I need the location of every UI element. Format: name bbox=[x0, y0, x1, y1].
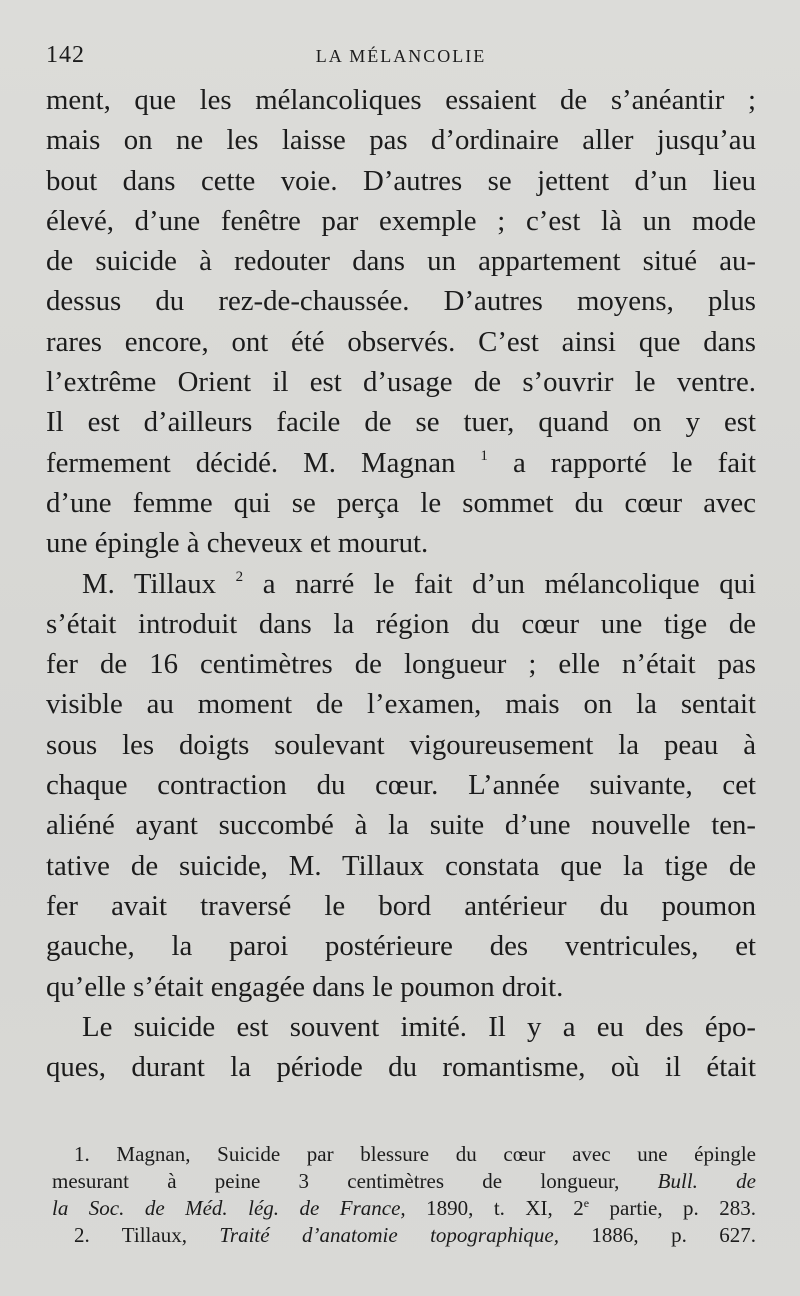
text-line: dessus du rez-de-chaussée. D’autres moyens, plus bbox=[46, 285, 756, 318]
text-line: fer avait traversé le bord antérieur du poumon bbox=[46, 889, 756, 922]
text-line: aliéné ayant succombé à la suite d’une nouvelle ten- bbox=[46, 809, 756, 842]
text-fragment: a narré le fait d’un mélancolique qui bbox=[262, 567, 756, 600]
text-line: bout dans cette voie. D’autres se jettent d’un lieu bbox=[46, 164, 756, 197]
journal-title: Bull. de bbox=[657, 1169, 756, 1193]
footnote-ref-1: 1 bbox=[480, 447, 488, 464]
text-line-with-footnote-ref bbox=[46, 564, 756, 604]
text-line: sous les doigts soulevant vigoureusement la peau à bbox=[46, 728, 756, 761]
text-line: d’une femme qui se perça le sommet du cœur avec bbox=[46, 486, 756, 519]
journal-title: la Soc. de Méd. lég. de France, bbox=[52, 1196, 406, 1220]
running-title: LA MÉLANCOLIE bbox=[315, 46, 487, 66]
text-line: qu’elle s’était engagée dans le poumon droit. bbox=[46, 970, 564, 1003]
text-line: chaque contraction du cœur. L’année suivante, cet bbox=[46, 769, 756, 802]
footnote-2-line bbox=[52, 1222, 756, 1249]
text-line: l’extrême Orient il est d’usage de s’ouvrir le ventre. bbox=[46, 366, 756, 399]
body-text bbox=[46, 80, 756, 1087]
text-line: fer de 16 centimètres de longueur ; elle n’était pas bbox=[46, 648, 756, 681]
superscript: e bbox=[583, 1196, 590, 1210]
footnote-ref-2: 2 bbox=[235, 568, 244, 585]
page-header bbox=[46, 42, 756, 70]
footnote-1-line bbox=[52, 1195, 756, 1222]
book-title: Traité d’anatomie topographique, bbox=[219, 1223, 559, 1247]
text-line-with-footnote-ref bbox=[46, 443, 756, 483]
text-fragment: a rapporté le fait bbox=[512, 446, 756, 479]
text-fragment: 1890, t. XI, 2 bbox=[426, 1196, 584, 1220]
footnote-1-line bbox=[52, 1168, 756, 1195]
text-fragment: 1886, p. 627. bbox=[591, 1223, 756, 1247]
text-line: ment, que les mélancoliques essaient de s’anéantir ; bbox=[46, 84, 756, 116]
text-fragment: partie, p. 283. bbox=[609, 1196, 757, 1220]
text-line: ques, durant la période du romantisme, où il était bbox=[46, 1051, 756, 1084]
text-line: gauche, la paroi postérieure des ventricules, et bbox=[46, 930, 756, 963]
text-line: visible au moment de l’examen, mais on la sentait bbox=[46, 688, 756, 721]
text-line: de suicide à redouter dans un appartement situé au- bbox=[46, 245, 756, 278]
footnotes bbox=[52, 1141, 756, 1249]
text-line: une épingle à cheveux et mourut. bbox=[46, 527, 429, 560]
text-line: élevé, d’une fenêtre par exemple ; c’est là un mode bbox=[46, 204, 756, 237]
text-line: rares encore, ont été observés. C’est ainsi que dans bbox=[46, 325, 756, 358]
text-fragment: fermement décidé. M. Magnan bbox=[46, 446, 456, 479]
text-fragment: mesurant à peine 3 centimètres de longueur, bbox=[52, 1169, 620, 1193]
text-fragment: M. Tillaux bbox=[82, 567, 217, 600]
text-line: mais on ne les laisse pas d’ordinaire aller jusqu’au bbox=[46, 124, 756, 157]
text-line: Le suicide est souvent imité. Il y a eu des épo- bbox=[82, 1010, 756, 1043]
footnote-1-line: 1. Magnan, Suicide par blessure du cœur avec une épingle bbox=[74, 1142, 756, 1166]
page-number: 142 bbox=[46, 42, 85, 68]
text-fragment: 2. Tillaux, bbox=[74, 1223, 187, 1247]
text-line: s’était introduit dans la région du cœur une tige de bbox=[46, 607, 756, 640]
text-line: Il est d’ailleurs facile de se tuer, quand on y est bbox=[46, 406, 756, 439]
text-line: tative de suicide, M. Tillaux constata que la tige de bbox=[46, 849, 756, 882]
